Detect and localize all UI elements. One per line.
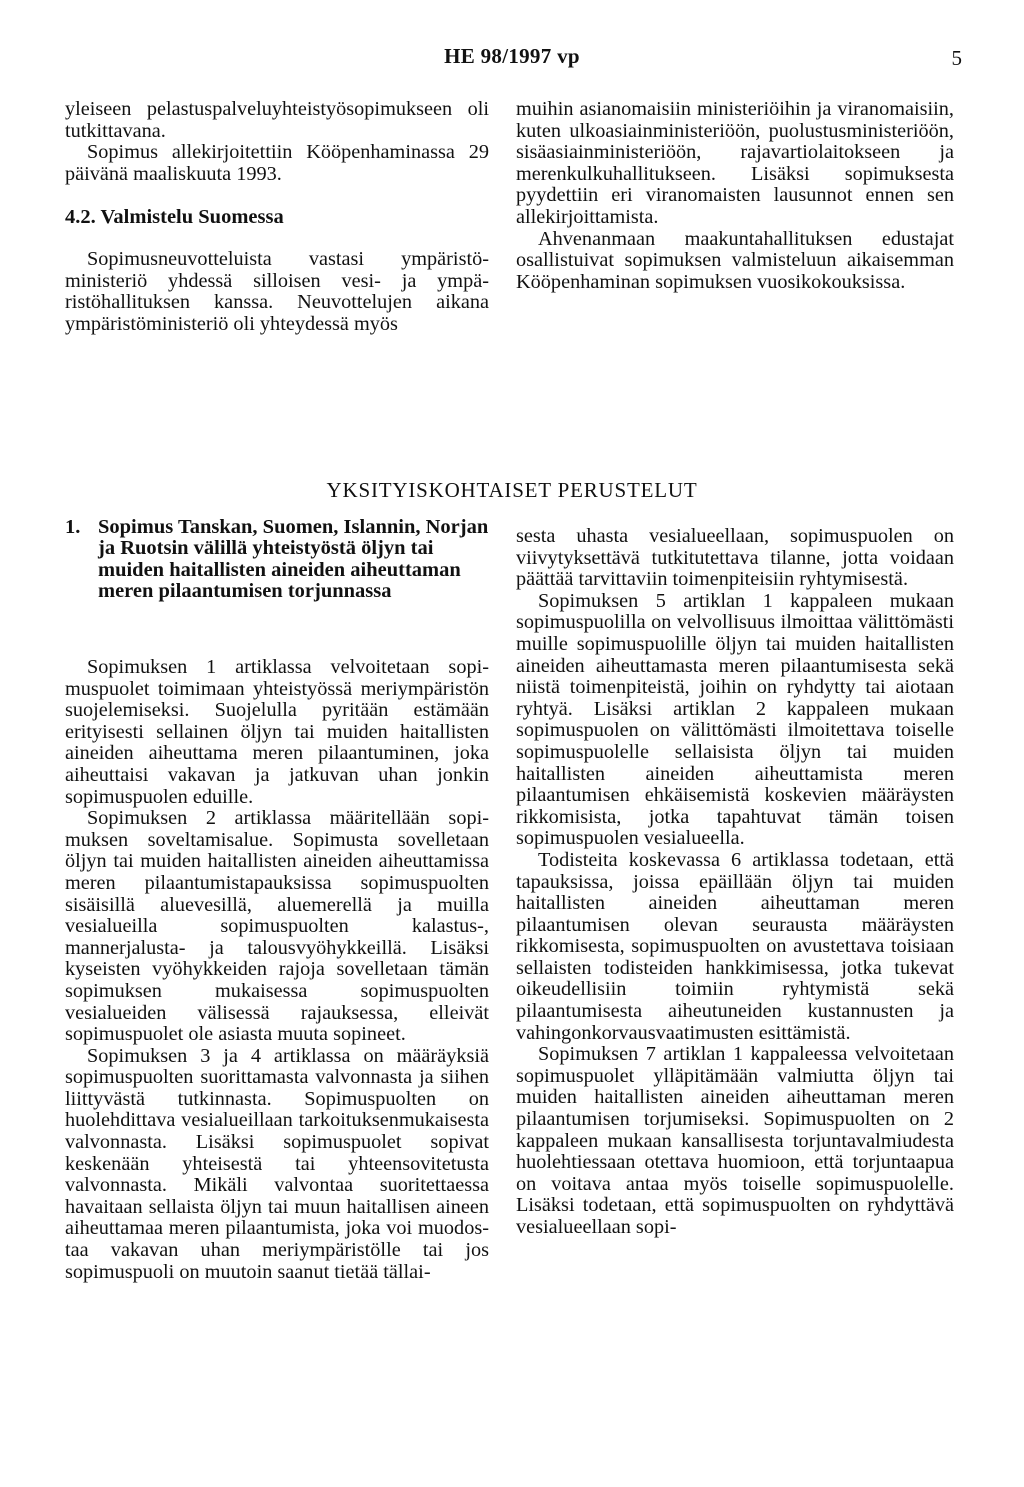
paragraph: Sopimuksen 1 artiklassa velvoitetaan sopimuspuolet toimimaan yhteistyössä meriympäristön suojelemiseksi. Suojelulla pyritään estämään erityisesti sellainen öljyn tai muiden haitallisten aineiden aiheuttama meren pilaantuminen, joka aiheuttaisi vakavan ja jatkuvan uhan jonkin sopimuspuolen eduille. (65, 656, 489, 808)
paragraph: Ahvenanmaan maakuntahallituksen edustajat osallistuivat sopimuksen valmisteluun aikaisemman Kööpenhaminan sopimuksen vuosikokouksissa. (516, 227, 954, 293)
paragraph: Sopimuksen 2 artiklassa määritellään sopimuksen soveltamisalue. Sopimusta sovelletaan öljyn tai muiden haitallisten aineiden aiheuttamissa meren pilaantumistapauksissa sopimuspuolten sisäisillä aluevesillä, aluemerellä ja muilla vesialueilla sopimuspuolten kalastus-, mannerjalusta- ja talousvyöhykkeillä. Lisäksi kyseisten vyöhykkeiden rajoja sovelletaan tämän sopimuksen mukaisessa sopimuspuolten vesialueiden välisessä rajauksessa, elleivät sopimuspuolet ole asiasta muuta sopineet. (65, 807, 489, 1046)
paragraph: Sopimusneuvotteluista vastasi ympäristöministeriö yhdessä silloisen vesi- ja ympäristöhallituksen kanssa. Neuvottelujen aikana ympäristöministeriö oli yhteydessä myös (65, 247, 489, 335)
paragraph: Sopimuksen 7 artiklan 1 kappaleessa velvoitetaan sopimuspuolet ylläpitämään valmiutta öljyn tai muiden haitallisten aineiden aiheuttaman meren pilaantumisen torjumiseksi. Sopimuspuolten on 2 kappaleen mukaan kansallisesta torjuntavalmiudesta huolehtiessaan otettava huomioon, että torjuntaapua on voitava antaa myös toiselle sopimuspuolelle. Lisäksi todetaan, että sopimuspuolten on ryhdyttävä vesialueellaan sopi- (516, 1043, 954, 1238)
bottom-left-column (65, 657, 489, 1283)
top-right-column (516, 99, 954, 293)
article-number: 1. (65, 516, 81, 538)
article-title: Sopimus Tanskan, Suomen, Islannin, Norjan ja Ruotsin välillä yhteistyöstä öljyn tai muiden haitallisten aineiden aiheuttaman meren pilaantumisen torjunnassa (98, 516, 489, 603)
article-heading (65, 517, 489, 603)
paragraph: Sopimus allekirjoitettiin Kööpenhaminassa 29 päivänä maaliskuuta 1993. (65, 141, 489, 185)
paragraph: Sopimuksen 3 ja 4 artiklassa on määräyksiä sopimuspuolten suorittamasta valvonnasta ja siihen liittyvästä tutkinnasta. Sopimuspuolten on huolehdittava vesialueillaan tarkoituksenmukaisesta valvonnasta. Lisäksi sopimuspuolet sopivat keskenään yhteisestä tai yhteensovitetusta valvonnasta. Mikäli valvontaa suoritettaessa havaitaan sellaista öljyn tai muun haitallisen aineen aiheuttamaa meren pilaantumista, joka voi muodostaa vakavan uhan meriympäristölle tai jos sopimuspuoli on muutoin saanut tietää tällai- (65, 1044, 489, 1283)
bottom-right-column (516, 526, 954, 1239)
paragraph: muihin asianomaisiin ministeriöihin ja viranomaisiin, kuten ulkoasiainministeriöön, puolustusministeriöön, sisäasiainministeriöön, rajavartiolaitokseen ja merenkulkuhallitukseen. Lisäksi sopimuksesta pyydettiin eri viranomaisten lausunnot ennen sen allekirjoittamista. (516, 98, 954, 228)
page-number: 5 (951, 46, 962, 70)
section-title: YKSITYISKOHTAISET PERUSTELUT (326, 478, 698, 502)
paragraph: Todisteita koskevassa 6 artiklassa todetaan, että tapauksissa, joissa epäillään öljyn tai muiden haitallisten aineiden aiheuttaman meren pilaantumisen olevan seurausta määräysten rikkomisesta, sopimuspuolten on avustettava toisiaan sellaisten todisteiden hankkimisessa, jotka tukevat oikeudellisiin toimiin ryhtymistä sekä pilaantumisesta aiheutuneiden kustannusten ja vahingonkorvausvaatimusten esittämistä. (516, 848, 954, 1044)
top-left-column (65, 99, 489, 335)
paragraph: yleiseen pelastuspalveluyhteistyösopimukseen oli tutkittavana. (65, 98, 489, 142)
page-header (0, 44, 1024, 74)
document-reference: HE 98/1997 vp (444, 44, 580, 68)
section-subheading: 4.2. Valmistelu Suomessa (65, 206, 284, 229)
paragraph: sesta uhasta vesialueellaan, sopimuspuolen on viivytyksettävä tutkitutettava tilanne, jotta voidaan päättää tarvittaviin toimenpiteisiin ryhtymisestä. (516, 525, 954, 591)
paragraph: Sopimuksen 5 artiklan 1 kappaleen mukaan sopimuspuolilla on velvollisuus ilmoittaa välittömästi muille sopimuspuolille öljyn tai muiden haitallisten aineiden aiheuttamasta meren pilaantumisesta sekä niistä toimenpiteistä, joihin on ryhdytty tai aiotaan ryhtyä. Lisäksi artiklan 2 kappaleen mukaan sopimuspuolen on välittömästi ilmoitettava toiselle sopimuspuolelle sellaisista öljyn tai muiden haitallisten aineiden aiheuttamista meren pilaantumisen ehkäisemistä koskevien määräysten rikkomisista, jotka tapahtuvat tämän toisen sopimuspuolen vesialueella. (516, 589, 954, 850)
